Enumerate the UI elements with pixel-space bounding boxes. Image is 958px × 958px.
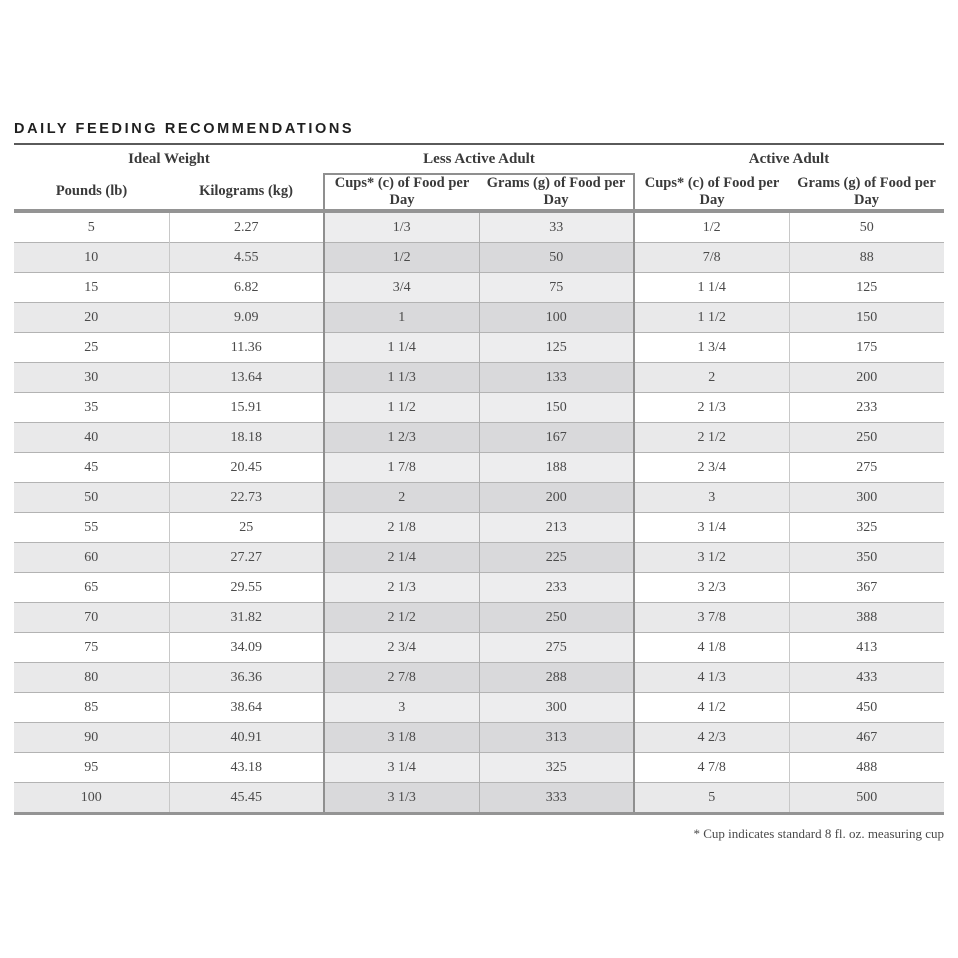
cell-kilograms: 45.45 (169, 783, 324, 814)
cell-active-grams: 367 (789, 573, 944, 603)
cell-active-cups: 2 1/3 (634, 393, 789, 423)
cell-kilograms: 18.18 (169, 423, 324, 453)
group-header-ideal-weight: Ideal Weight (128, 151, 210, 167)
cell-active-grams: 175 (789, 333, 944, 363)
cell-active-grams: 200 (789, 363, 944, 393)
cell-pounds: 80 (14, 663, 169, 693)
cell-pounds: 100 (14, 783, 169, 814)
cell-less-active-grams: 188 (479, 453, 634, 483)
column-header-active-cups: Cups* (c) of Food per Day (644, 174, 780, 208)
table-header (14, 145, 944, 211)
cell-active-cups: 3 7/8 (634, 603, 789, 633)
cell-less-active-grams: 200 (479, 483, 634, 513)
table-row (14, 603, 944, 633)
cell-less-active-cups: 1 (324, 303, 479, 333)
cell-less-active-cups: 2 1/4 (324, 543, 479, 573)
cell-less-active-cups: 1 2/3 (324, 423, 479, 453)
cell-pounds: 30 (14, 363, 169, 393)
cell-kilograms: 25 (169, 513, 324, 543)
cell-active-grams: 350 (789, 543, 944, 573)
cell-active-cups: 2 1/2 (634, 423, 789, 453)
cell-active-grams: 433 (789, 663, 944, 693)
cell-less-active-grams: 250 (479, 603, 634, 633)
footnote: * Cup indicates standard 8 fl. oz. measuring cup (693, 826, 944, 841)
table-row (14, 483, 944, 513)
cell-active-cups: 7/8 (634, 243, 789, 273)
cell-less-active-cups: 3 1/4 (324, 753, 479, 783)
cell-active-grams: 500 (789, 783, 944, 814)
cell-pounds: 40 (14, 423, 169, 453)
cell-pounds: 10 (14, 243, 169, 273)
cell-less-active-grams: 50 (479, 243, 634, 273)
cell-active-cups: 3 1/4 (634, 513, 789, 543)
cell-kilograms: 15.91 (169, 393, 324, 423)
page-title: DAILY FEEDING RECOMMENDATIONS (14, 121, 355, 137)
cell-active-cups: 4 1/3 (634, 663, 789, 693)
table-row (14, 633, 944, 663)
cell-active-grams: 150 (789, 303, 944, 333)
cell-active-cups: 1 1/2 (634, 303, 789, 333)
cell-active-grams: 488 (789, 753, 944, 783)
table-row (14, 453, 944, 483)
cell-less-active-grams: 125 (479, 333, 634, 363)
cell-active-cups: 3 2/3 (634, 573, 789, 603)
cell-active-grams: 325 (789, 513, 944, 543)
column-header-pounds: Pounds (lb) (55, 183, 128, 199)
group-header-active-adult: Active Adult (748, 151, 830, 167)
cell-less-active-cups: 1 1/2 (324, 393, 479, 423)
cell-less-active-grams: 100 (479, 303, 634, 333)
cell-pounds: 5 (14, 211, 169, 243)
table-row (14, 211, 944, 243)
cell-kilograms: 20.45 (169, 453, 324, 483)
cell-active-cups: 3 1/2 (634, 543, 789, 573)
table-body (14, 211, 944, 814)
column-header-less-active-cups: Cups* (c) of Food per Day (324, 174, 479, 211)
cell-pounds: 20 (14, 303, 169, 333)
table-row (14, 513, 944, 543)
column-header-kilograms: Kilograms (kg) (199, 183, 293, 199)
cell-pounds: 75 (14, 633, 169, 663)
cell-active-cups: 1/2 (634, 211, 789, 243)
cell-pounds: 15 (14, 273, 169, 303)
feeding-table (14, 145, 944, 815)
table-row (14, 303, 944, 333)
cell-less-active-grams: 275 (479, 633, 634, 663)
cell-active-grams: 467 (789, 723, 944, 753)
cell-kilograms: 34.09 (169, 633, 324, 663)
cell-active-cups: 4 7/8 (634, 753, 789, 783)
cell-less-active-cups: 3 (324, 693, 479, 723)
cell-kilograms: 36.36 (169, 663, 324, 693)
cell-active-grams: 413 (789, 633, 944, 663)
table-row (14, 333, 944, 363)
cell-pounds: 60 (14, 543, 169, 573)
cell-less-active-cups: 2 1/2 (324, 603, 479, 633)
cell-kilograms: 9.09 (169, 303, 324, 333)
cell-active-cups: 3 (634, 483, 789, 513)
cell-less-active-grams: 325 (479, 753, 634, 783)
group-header-less-active-adult: Less Active Adult (423, 150, 535, 167)
cell-pounds: 65 (14, 573, 169, 603)
table-row (14, 723, 944, 753)
cell-less-active-grams: 313 (479, 723, 634, 753)
cell-less-active-cups: 2 1/8 (324, 513, 479, 543)
cell-less-active-cups: 2 1/3 (324, 573, 479, 603)
cell-less-active-grams: 150 (479, 393, 634, 423)
cell-active-cups: 4 2/3 (634, 723, 789, 753)
cell-less-active-grams: 33 (479, 211, 634, 243)
cell-active-cups: 2 (634, 363, 789, 393)
cell-less-active-grams: 333 (479, 783, 634, 814)
cell-active-cups: 1 3/4 (634, 333, 789, 363)
table-row (14, 573, 944, 603)
cell-active-grams: 88 (789, 243, 944, 273)
cell-kilograms: 13.64 (169, 363, 324, 393)
cell-pounds: 90 (14, 723, 169, 753)
column-header-row (14, 174, 944, 211)
cell-kilograms: 38.64 (169, 693, 324, 723)
table-row (14, 753, 944, 783)
table-row (14, 423, 944, 453)
table-row (14, 693, 944, 723)
cell-active-grams: 300 (789, 483, 944, 513)
cell-kilograms: 31.82 (169, 603, 324, 633)
cell-active-grams: 50 (789, 211, 944, 243)
cell-less-active-cups: 1 7/8 (324, 453, 479, 483)
cell-less-active-grams: 133 (479, 363, 634, 393)
cell-active-cups: 4 1/8 (634, 633, 789, 663)
cell-kilograms: 6.82 (169, 273, 324, 303)
cell-less-active-cups: 2 7/8 (324, 663, 479, 693)
cell-active-cups: 4 1/2 (634, 693, 789, 723)
cell-active-grams: 125 (789, 273, 944, 303)
table-row (14, 393, 944, 423)
cell-less-active-grams: 288 (479, 663, 634, 693)
table-row (14, 663, 944, 693)
table-row (14, 363, 944, 393)
cell-less-active-grams: 167 (479, 423, 634, 453)
column-header-less-active-grams: Grams (g) of Food per Day (479, 174, 634, 211)
cell-active-cups: 5 (634, 783, 789, 814)
cell-less-active-cups: 1/2 (324, 243, 479, 273)
table-row (14, 273, 944, 303)
group-header-row (14, 145, 944, 174)
cell-less-active-cups: 1 1/3 (324, 363, 479, 393)
cell-less-active-grams: 300 (479, 693, 634, 723)
cell-less-active-cups: 2 3/4 (324, 633, 479, 663)
cell-pounds: 95 (14, 753, 169, 783)
cell-active-grams: 388 (789, 603, 944, 633)
cell-kilograms: 43.18 (169, 753, 324, 783)
table-row (14, 243, 944, 273)
cell-active-grams: 450 (789, 693, 944, 723)
table-row (14, 543, 944, 573)
cell-kilograms: 40.91 (169, 723, 324, 753)
cell-pounds: 70 (14, 603, 169, 633)
cell-active-grams: 275 (789, 453, 944, 483)
cell-active-grams: 233 (789, 393, 944, 423)
cell-less-active-cups: 3 1/8 (324, 723, 479, 753)
cell-pounds: 55 (14, 513, 169, 543)
cell-kilograms: 22.73 (169, 483, 324, 513)
cell-less-active-grams: 225 (479, 543, 634, 573)
cell-active-cups: 1 1/4 (634, 273, 789, 303)
column-header-active-grams: Grams (g) of Food per Day (797, 174, 936, 208)
cell-pounds: 35 (14, 393, 169, 423)
cell-kilograms: 4.55 (169, 243, 324, 273)
cell-less-active-cups: 3 1/3 (324, 783, 479, 814)
cell-less-active-cups: 3/4 (324, 273, 479, 303)
cell-pounds: 45 (14, 453, 169, 483)
cell-kilograms: 29.55 (169, 573, 324, 603)
cell-pounds: 50 (14, 483, 169, 513)
cell-kilograms: 11.36 (169, 333, 324, 363)
cell-less-active-grams: 213 (479, 513, 634, 543)
cell-active-cups: 2 3/4 (634, 453, 789, 483)
cell-less-active-grams: 233 (479, 573, 634, 603)
cell-active-grams: 250 (789, 423, 944, 453)
cell-less-active-cups: 1/3 (324, 211, 479, 243)
cell-less-active-grams: 75 (479, 273, 634, 303)
cell-less-active-cups: 1 1/4 (324, 333, 479, 363)
cell-pounds: 25 (14, 333, 169, 363)
cell-kilograms: 27.27 (169, 543, 324, 573)
cell-less-active-cups: 2 (324, 483, 479, 513)
table-row (14, 783, 944, 814)
cell-pounds: 85 (14, 693, 169, 723)
cell-kilograms: 2.27 (169, 211, 324, 243)
